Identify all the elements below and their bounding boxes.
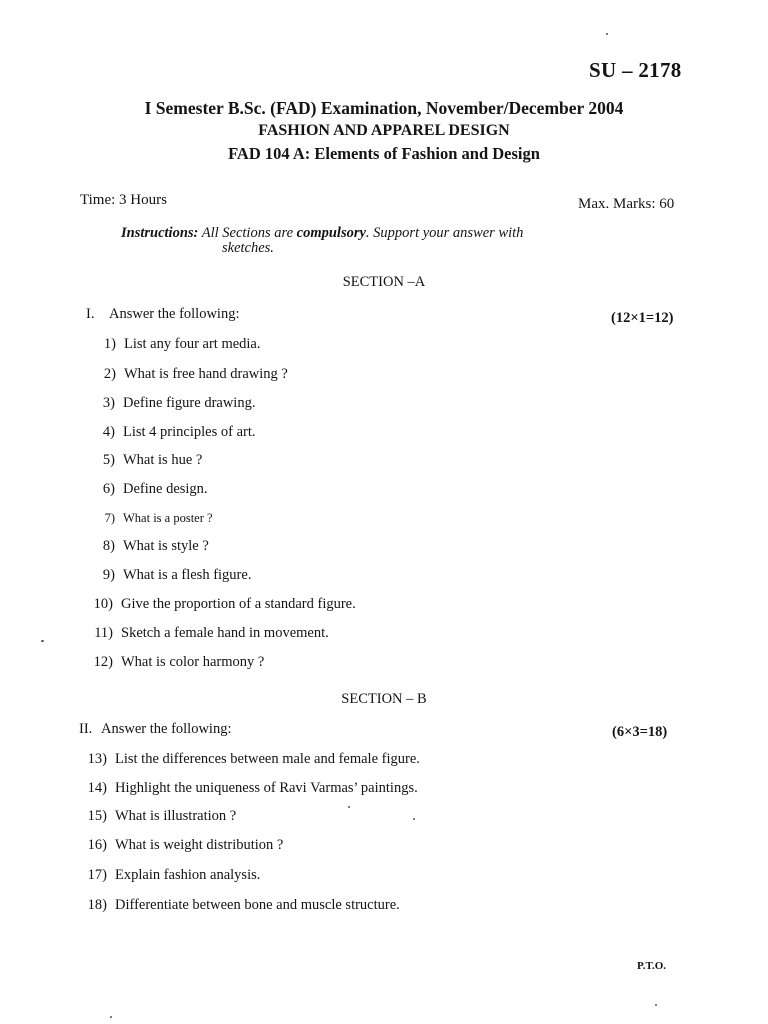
- question-7: [91, 511, 213, 526]
- instructions-text-after: . Support your answer with: [365, 225, 524, 241]
- question-text: List 4 principles of art.: [123, 424, 256, 440]
- question-text: What is color harmony ?: [121, 654, 265, 670]
- question-number: 9): [102, 567, 115, 583]
- question-number: 3): [102, 395, 115, 411]
- scan-speck: [413, 818, 415, 820]
- question-text: What is a poster ?: [123, 511, 213, 525]
- question-text: Sketch a female hand in movement.: [121, 625, 329, 641]
- section-a-title: SECTION –A: [342, 274, 426, 290]
- scan-speck: [606, 33, 608, 35]
- question-text: Define design.: [123, 481, 208, 497]
- max-marks: Max. Marks: 60: [578, 196, 675, 212]
- question-18: [83, 897, 400, 914]
- question-number: 12): [93, 654, 113, 670]
- question-number: 11): [94, 625, 113, 641]
- scan-speck: [655, 1004, 657, 1006]
- question-number: 15): [87, 808, 107, 824]
- question-text: What is a flesh figure.: [123, 567, 252, 583]
- question-number: 1): [103, 336, 116, 352]
- question-number: 6): [102, 481, 115, 497]
- question-text: What is free hand drawing ?: [124, 366, 288, 382]
- question-number: 16): [87, 837, 107, 853]
- question-9: [91, 567, 251, 584]
- question-text: List the differences between male and female figure.: [115, 751, 420, 767]
- question-text: Highlight the uniqueness of Ravi Varmas’ paintings.: [115, 780, 418, 796]
- scan-speck: [110, 1016, 112, 1018]
- question-11: [89, 625, 329, 642]
- question-text: What is hue ?: [123, 452, 203, 468]
- question-10: [89, 596, 356, 613]
- paper-code: SU – 2178: [589, 58, 682, 82]
- question-number: 18): [87, 897, 107, 913]
- section-a-marks: (12×1=12): [611, 310, 674, 326]
- question-3: [91, 395, 255, 412]
- question-text: Differentiate between bone and muscle structure.: [115, 897, 400, 913]
- question-number: 7): [104, 511, 115, 525]
- instructions-text-before: All Sections are: [198, 225, 297, 241]
- question-number: 8): [102, 538, 115, 554]
- page-turn-note: P.T.O.: [637, 960, 667, 972]
- question-6: [91, 481, 208, 498]
- question-1: [92, 336, 261, 353]
- question-15: [83, 808, 236, 825]
- question-number: 14): [87, 780, 107, 796]
- section-b-part-text: Answer the following:: [101, 721, 232, 737]
- time-allowed: Time: 3 Hours: [80, 192, 167, 208]
- scan-speck: [41, 640, 44, 642]
- section-b-marks: (6×3=18): [612, 724, 668, 740]
- scan-speck: [348, 806, 350, 808]
- question-number: 2): [103, 366, 116, 382]
- instructions-continuation: sketches.: [222, 240, 274, 256]
- question-13: [83, 751, 420, 768]
- question-number: 17): [87, 867, 107, 883]
- question-12: [89, 654, 264, 671]
- question-16: [83, 837, 283, 854]
- section-b-title: SECTION – B: [341, 691, 427, 707]
- question-text: Explain fashion analysis.: [115, 867, 261, 883]
- instructions-compulsory: compulsory: [296, 225, 366, 241]
- instructions: [121, 226, 641, 256]
- section-a-part-text: Answer the following:: [109, 306, 240, 322]
- question-text: Define figure drawing.: [123, 395, 256, 411]
- question-5: [91, 452, 202, 469]
- question-text: List any four art media.: [124, 336, 261, 352]
- question-number: 5): [102, 452, 115, 468]
- question-number: 13): [87, 751, 107, 767]
- paper-title: FAD 104 A: Elements of Fashion and Design: [228, 144, 540, 163]
- question-8: [91, 538, 209, 555]
- question-17: [83, 867, 260, 884]
- section-b-part-label: II.: [79, 721, 93, 737]
- question-text: Give the proportion of a standard figure.: [121, 596, 356, 612]
- question-text: What is style ?: [123, 538, 209, 554]
- question-text: What is illustration ?: [115, 808, 237, 824]
- question-2: [92, 366, 288, 383]
- question-4: [91, 424, 255, 441]
- question-number: 4): [102, 424, 115, 440]
- question-number: 10): [93, 596, 113, 612]
- subject-title: FASHION AND APPAREL DESIGN: [258, 122, 510, 139]
- instructions-label: Instructions:: [121, 225, 199, 241]
- section-a-part-label: I.: [86, 306, 95, 322]
- exam-title: I Semester B.Sc. (FAD) Examination, November/December 2004: [144, 98, 624, 118]
- question-14: [83, 780, 418, 797]
- question-text: What is weight distribution ?: [115, 837, 284, 853]
